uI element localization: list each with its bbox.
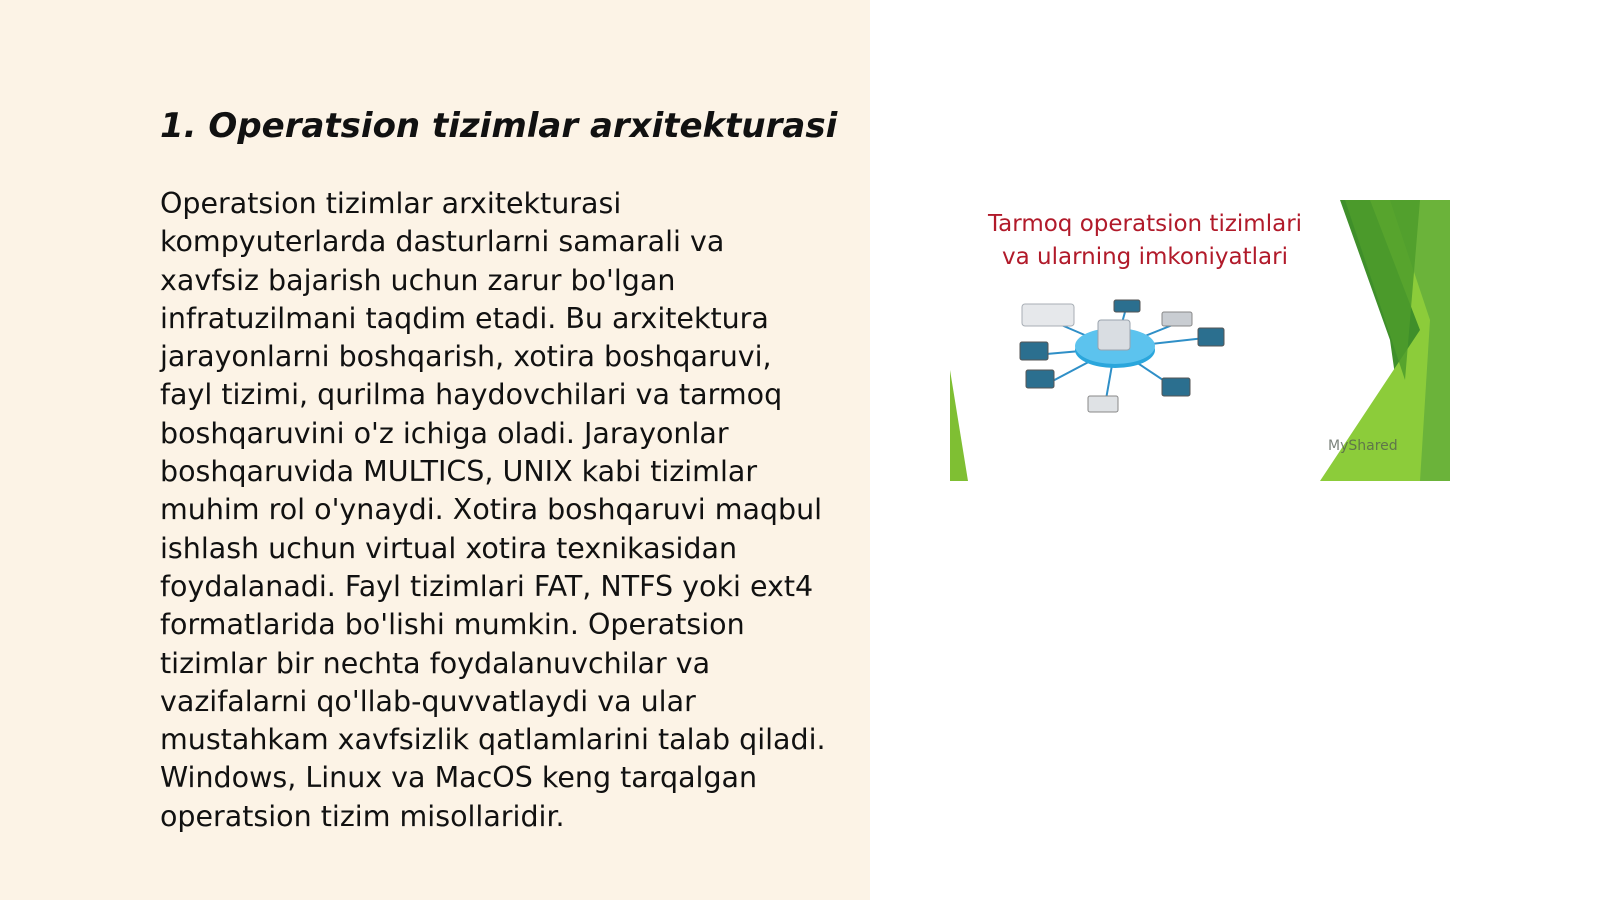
figure-caption-line-1: Tarmoq operatsion tizimlari xyxy=(987,211,1303,237)
monitor-device-3 xyxy=(1162,378,1190,396)
hub-server xyxy=(1098,320,1130,350)
monitor-device-2 xyxy=(1026,370,1054,388)
myshared-watermark: MyShared xyxy=(1328,438,1398,454)
slide-body-text: Operatsion tizimlar arxitekturasi kompyuterlarda dasturlarni samarali va xavfsiz bajarish uchun zarur bo'lgan infratuzilmani taqdim etadi. Bu arxitektura jarayonlarni boshqarish, xotira boshqaruvi, fayl tizimi, qurilma haydovchilari va tarmoq boshqaruvini o'z ichiga oladi. Jarayonlar boshqaruvida MULTICS, UNIX kabi tizimlar muhim rol o'ynaydi. Xotira boshqaruvi maqbul ishlash uchun virtual xotira texnikasidan foydalanadi. Fayl tizimlari FAT, NTFS yoki ext4 formatlarida bo'lishi mumkin. Operatsion tizimlar bir nechta foydalanuvchilar va vazifalarni qo'llab-quvvatlaydi va ular mustahkam xavfsizlik qatlamlarini talab qiladi. Windows, Linux va MacOS keng tarqalgan operatsion tizim misollaridir. xyxy=(160,187,826,833)
figure-caption xyxy=(950,208,1340,274)
network-figure xyxy=(950,200,1450,481)
monitor-device-1 xyxy=(1020,342,1048,360)
figure-caption-line-2: va ularning imkoniyatlari xyxy=(1002,244,1288,270)
green-sliver-left xyxy=(950,370,968,481)
desktop-device xyxy=(1088,396,1118,412)
slide-title: 1. Operatsion tizimlar arxitekturasi xyxy=(160,106,838,146)
printer-device xyxy=(1162,312,1192,326)
server-device xyxy=(1022,304,1074,326)
laptop-device xyxy=(1198,328,1224,346)
monitor-device-4 xyxy=(1114,300,1140,312)
